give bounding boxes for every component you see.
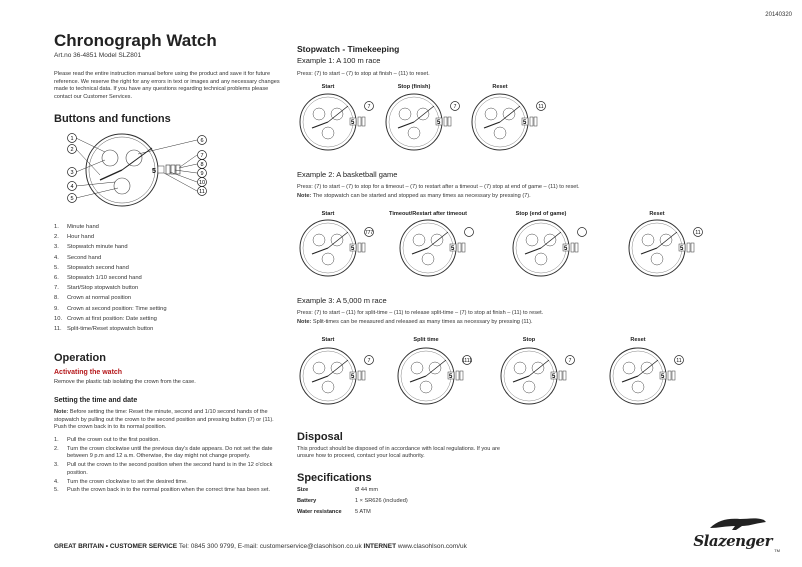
specifications-table xyxy=(297,486,408,519)
note-text: Split-times can be measured and released as many times as necessary by pressing (11). xyxy=(311,319,533,325)
note-label: Note: xyxy=(297,193,312,199)
function-item xyxy=(54,263,284,273)
functions-list xyxy=(54,222,284,334)
footer-internet-label: INTERNET xyxy=(363,543,397,550)
crown xyxy=(458,243,461,252)
date-digit: 5 xyxy=(661,374,665,380)
brand-logo: Slazenger xyxy=(693,532,772,550)
watch-label: Reset xyxy=(492,84,508,90)
example-description: Press: (7) to start – (7) to stop at finish – (11) to reset. xyxy=(297,71,430,77)
spec-value: Ø 44 mm xyxy=(355,487,379,493)
callout-3: 3 xyxy=(70,170,74,176)
crown xyxy=(358,117,361,126)
crown xyxy=(559,371,562,380)
function-item xyxy=(54,293,284,303)
step-text: Pull out the crown to the second position when the second hand is in the 12 o'clock position. xyxy=(67,462,273,476)
function-number: 3. xyxy=(54,244,59,251)
button-callout: 7 xyxy=(367,358,371,364)
crown xyxy=(563,371,566,380)
step-number: 2. xyxy=(54,445,59,452)
watch-diagram xyxy=(60,130,220,210)
date-digit: 5 xyxy=(523,120,527,126)
button-callout: 777 xyxy=(364,230,374,236)
dial-date-window: 5 xyxy=(152,168,156,175)
setting-step xyxy=(54,446,282,461)
stopwatch-illustration xyxy=(511,218,591,278)
crown xyxy=(530,117,533,126)
disposal-text: This product should be disposed of in accordance with local regulations. If you are unsure how to proceed, contact your local authority. xyxy=(297,446,501,460)
date-digit: 5 xyxy=(351,374,355,380)
function-item xyxy=(54,304,284,314)
date-digit: 5 xyxy=(451,246,455,252)
callout-1: 1 xyxy=(70,136,74,142)
crown xyxy=(462,243,465,252)
callout-9: 9 xyxy=(200,171,204,177)
spec-value: 1 × SR626 (included) xyxy=(355,498,408,504)
watch-label: Reset xyxy=(649,211,665,217)
spec-row xyxy=(297,508,408,519)
footer-internet: www.clasohlson.com/uk xyxy=(396,543,467,550)
footer-tel: Tel: 0845 300 9799, E-mail: customerservice@clasohlson.co.uk xyxy=(177,543,364,550)
date-digit: 5 xyxy=(564,246,568,252)
callout-circle xyxy=(465,228,474,237)
example-note xyxy=(297,319,737,326)
example-title: Example 2: A basketball game xyxy=(297,170,398,179)
step-text: Push the crown back in to the normal position when the correct time has been set. xyxy=(67,487,271,494)
step-text: Turn the crown clockwise until the previous day's date appears. Do not set the date between 9 p.m and 12 a.m. Otherwise, the day might not change properly. xyxy=(67,445,273,460)
spec-row xyxy=(297,486,408,497)
panther-logo-icon xyxy=(708,514,768,532)
crown xyxy=(448,117,451,126)
page-title: Chronograph Watch xyxy=(54,31,217,50)
activating-heading: Activating the watch xyxy=(54,369,123,376)
disposal-heading: Disposal xyxy=(297,431,343,443)
note-label: Note: xyxy=(297,319,312,325)
function-item xyxy=(54,232,284,242)
note-label: Note: xyxy=(54,409,69,415)
stopwatch-illustration xyxy=(608,346,688,406)
function-label: Stopwatch second hand xyxy=(67,264,129,271)
function-number: 8. xyxy=(54,295,59,302)
setting-step xyxy=(54,462,282,477)
button-callout: 7 xyxy=(367,104,371,110)
button-callout: 11 xyxy=(695,230,701,236)
spec-key: Size xyxy=(297,487,309,493)
date-digit: 5 xyxy=(680,246,684,252)
function-number: 1. xyxy=(54,224,59,230)
example-description: Press: (7) to start – (11) for split-time – (11) to release split-time – (7) to stop at finish – (11) to reset. xyxy=(297,310,544,316)
stopwatch-illustration xyxy=(396,346,476,406)
setting-step xyxy=(54,437,282,445)
step-number: 5. xyxy=(54,487,59,494)
function-number: 6. xyxy=(54,274,59,281)
note-text: The stopwatch can be started and stopped as many times as necessary by pressing (7). xyxy=(311,193,531,199)
crown xyxy=(691,243,694,252)
function-number: 10. xyxy=(54,315,63,322)
function-label: Crown at second position: Time setting xyxy=(67,305,167,312)
function-label: Stopwatch minute hand xyxy=(67,244,128,251)
stopwatch-illustration xyxy=(298,346,378,406)
footer-country: GREAT BRITAIN • CUSTOMER SERVICE xyxy=(54,543,178,550)
function-label: Hour hand xyxy=(67,234,95,241)
function-item xyxy=(54,314,284,324)
activating-text: Remove the plastic tab isolating the crown from the case. xyxy=(54,379,196,385)
watch-label: Reset xyxy=(630,337,646,343)
function-label: Crown at first position: Date setting xyxy=(67,315,157,322)
function-number: 9. xyxy=(54,305,59,312)
spec-key: Water resistance xyxy=(297,509,342,515)
setting-step xyxy=(54,479,282,487)
watch-label: Start xyxy=(321,337,335,343)
crown xyxy=(362,371,365,380)
watch-label: Stop (end of game) xyxy=(515,211,567,217)
setting-step xyxy=(54,487,282,495)
function-number: 11. xyxy=(54,325,62,332)
button-callout: 11 xyxy=(538,104,544,110)
function-item xyxy=(54,273,284,283)
stopwatch-illustration xyxy=(384,92,464,152)
step-text: Pull the crown out to the first position. xyxy=(67,437,160,443)
example-note xyxy=(297,193,737,200)
button-callout: 7 xyxy=(453,104,457,110)
stopwatch-illustration xyxy=(499,346,579,406)
crown xyxy=(687,243,690,252)
crown xyxy=(571,243,574,252)
spec-key: Battery xyxy=(297,498,317,504)
button-callout: 7 xyxy=(568,358,572,364)
stopwatch-illustration xyxy=(298,92,378,152)
stopwatch-illustration xyxy=(398,218,478,278)
function-item xyxy=(54,253,284,263)
function-number: 7. xyxy=(54,285,59,292)
step-number: 1. xyxy=(54,437,59,443)
crown xyxy=(668,371,671,380)
crown xyxy=(362,243,365,252)
crown xyxy=(362,117,365,126)
example-title: Example 1: A 100 m race xyxy=(297,56,381,65)
spec-row xyxy=(297,497,408,508)
watch-label: Stop (finish) xyxy=(397,84,431,90)
example-title: Example 3: A 5,000 m race xyxy=(297,296,387,305)
callout-5: 5 xyxy=(70,196,74,202)
step-text: Turn the crown clockwise to set the desired time. xyxy=(67,478,188,485)
crown xyxy=(444,117,447,126)
crown xyxy=(672,371,675,380)
buttons-heading: Buttons and functions xyxy=(54,113,171,125)
function-item xyxy=(54,222,284,232)
callout-6: 6 xyxy=(200,138,204,144)
crown xyxy=(575,243,578,252)
function-item xyxy=(54,242,284,252)
callout-2: 2 xyxy=(70,147,74,153)
callout-8: 8 xyxy=(200,162,204,168)
date-digit: 5 xyxy=(552,374,556,380)
function-label: Crown at normal position xyxy=(67,295,132,302)
step-number: 4. xyxy=(54,478,59,485)
watch-diagram-face xyxy=(86,134,180,206)
setting-steps xyxy=(54,437,282,496)
stopwatch-illustration xyxy=(470,92,550,152)
button-callout: 11 xyxy=(676,358,682,364)
button-callout: 1111 xyxy=(461,358,473,364)
callout-10: 10 xyxy=(198,180,206,186)
function-number: 4. xyxy=(54,254,59,261)
date-digit: 5 xyxy=(449,374,453,380)
watch-label: Stop xyxy=(522,337,536,343)
note-text: Before setting the time: Reset the minute, second and 1/10 second hands of the stopwatch by pulling out the crown to the second position and pressing button (7) or (11). Push the crown back in to its normal position. xyxy=(54,409,274,431)
example-description: Press: (7) to start – (7) to stop for a timeout – (7) to restart after a timeout – (7) stop at end of game – (11) to reset. xyxy=(297,184,580,190)
callout-11: 11 xyxy=(199,189,205,195)
date-digit: 5 xyxy=(351,120,355,126)
callout-7: 7 xyxy=(200,153,204,159)
function-label: Start/Stop stopwatch button xyxy=(67,285,139,292)
callout-circle xyxy=(578,228,587,237)
document-number: 20140320 xyxy=(765,12,792,18)
crown xyxy=(358,371,361,380)
watch-label: Timeout/Restart after timeout xyxy=(389,211,467,217)
callout-4: 4 xyxy=(70,184,74,190)
function-label: Split-time/Reset stopwatch button xyxy=(67,325,154,332)
crown xyxy=(358,243,361,252)
operation-heading: Operation xyxy=(54,352,106,364)
watch-label: Split time xyxy=(413,337,439,343)
date-digit: 5 xyxy=(351,246,355,252)
watch-label: Start xyxy=(321,211,335,217)
article-number: Art.no 36-4851 Model SLZ801 xyxy=(54,52,142,59)
footer-contact xyxy=(54,543,467,550)
intro-text: Please read the entire instruction manual before using the product and save it for future reference. We reserve the right for any errors in text or images and any necessary changes made to technical data. If you have any questions regarding technical problems please contact our Customer Services. xyxy=(54,71,280,100)
function-label: Second hand xyxy=(67,254,102,261)
function-number: 2. xyxy=(54,234,59,241)
brand-trademark: TM xyxy=(774,548,780,553)
function-number: 5. xyxy=(54,264,59,271)
spec-value: 5 ATM xyxy=(355,509,371,515)
step-number: 3. xyxy=(54,462,59,469)
crown xyxy=(534,117,537,126)
watch-label: Start xyxy=(321,84,335,90)
stopwatch-illustration xyxy=(298,218,378,278)
function-item xyxy=(54,324,284,334)
crown xyxy=(456,371,459,380)
stopwatch-illustration xyxy=(627,218,707,278)
function-label: Minute hand xyxy=(67,224,99,230)
setting-heading: Setting the time and date xyxy=(54,397,138,404)
function-label: Stopwatch 1/10 second hand xyxy=(67,274,142,281)
date-digit: 5 xyxy=(437,120,441,126)
stopwatch-heading: Stopwatch - Timekeeping xyxy=(297,44,400,54)
function-item xyxy=(54,283,284,293)
specifications-heading: Specifications xyxy=(297,472,372,484)
crown xyxy=(460,371,463,380)
setting-note xyxy=(54,409,274,432)
